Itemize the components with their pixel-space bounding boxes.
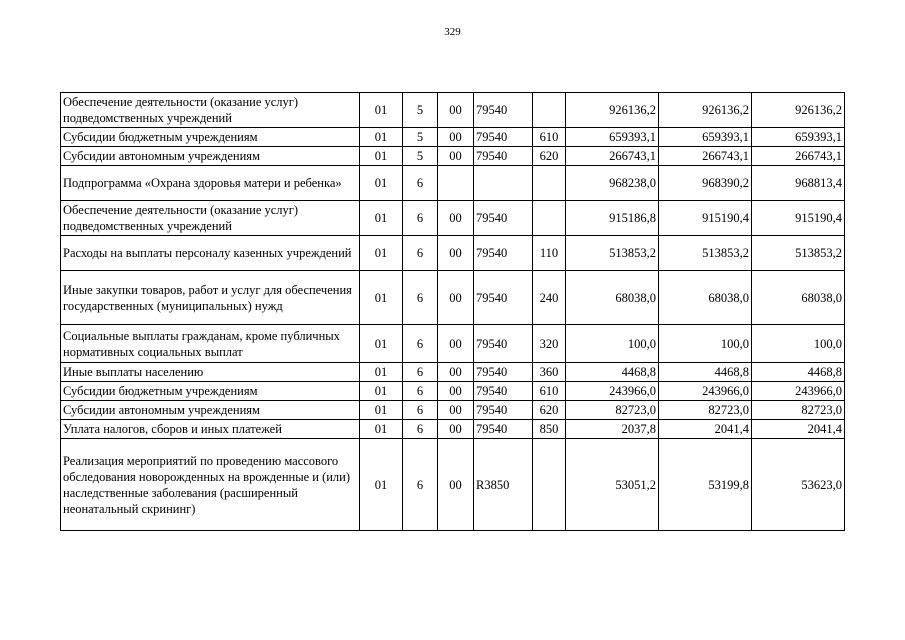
amount-year-3: 243966,0 (752, 382, 845, 401)
table-row (61, 236, 845, 271)
amount-year-1: 659393,1 (566, 128, 659, 147)
target-article-code: 79540 (474, 382, 533, 401)
program-code: 00 (438, 271, 474, 325)
table-row (61, 201, 845, 236)
section-code: 01 (360, 363, 403, 382)
expense-type-code (533, 201, 566, 236)
amount-year-2: 915190,4 (659, 201, 752, 236)
table-row (61, 128, 845, 147)
expense-type-code (533, 93, 566, 128)
amount-year-1: 4468,8 (566, 363, 659, 382)
section-code: 01 (360, 439, 403, 531)
expense-type-code: 110 (533, 236, 566, 271)
row-name: Обеспечение деятельности (оказание услуг) подведомственных учреждений (61, 201, 360, 236)
row-name: Иные закупки товаров, работ и услуг для обеспечения государственных (муниципальных) нужд (61, 271, 360, 325)
row-name: Иные выплаты населению (61, 363, 360, 382)
program-code: 00 (438, 363, 474, 382)
expense-type-code (533, 439, 566, 531)
amount-year-1: 968238,0 (566, 166, 659, 201)
subsection-code: 6 (403, 236, 438, 271)
amount-year-3: 659393,1 (752, 128, 845, 147)
expense-type-code: 620 (533, 401, 566, 420)
row-name: Расходы на выплаты персоналу казенных учреждений (61, 236, 360, 271)
section-code: 01 (360, 325, 403, 363)
amount-year-2: 968390,2 (659, 166, 752, 201)
table-row (61, 271, 845, 325)
expense-type-code: 610 (533, 382, 566, 401)
amount-year-2: 266743,1 (659, 147, 752, 166)
amount-year-1: 915186,8 (566, 201, 659, 236)
section-code: 01 (360, 147, 403, 166)
row-name: Субсидии автономным учреждениям (61, 401, 360, 420)
target-article-code (474, 166, 533, 201)
budget-table (60, 92, 845, 531)
section-code: 01 (360, 166, 403, 201)
table-row (61, 325, 845, 363)
table-row (61, 363, 845, 382)
amount-year-1: 513853,2 (566, 236, 659, 271)
section-code: 01 (360, 128, 403, 147)
amount-year-1: 68038,0 (566, 271, 659, 325)
page-number: 329 (444, 26, 461, 38)
program-code (438, 166, 474, 201)
subsection-code: 6 (403, 401, 438, 420)
program-code: 00 (438, 439, 474, 531)
amount-year-3: 53623,0 (752, 439, 845, 531)
amount-year-2: 659393,1 (659, 128, 752, 147)
amount-year-1: 243966,0 (566, 382, 659, 401)
target-article-code: 79540 (474, 325, 533, 363)
section-code: 01 (360, 401, 403, 420)
amount-year-1: 266743,1 (566, 147, 659, 166)
amount-year-2: 53199,8 (659, 439, 752, 531)
amount-year-3: 68038,0 (752, 271, 845, 325)
row-name: Подпрограмма «Охрана здоровья матери и ребенка» (61, 166, 360, 201)
section-code: 01 (360, 382, 403, 401)
amount-year-3: 926136,2 (752, 93, 845, 128)
program-code: 00 (438, 236, 474, 271)
amount-year-2: 243966,0 (659, 382, 752, 401)
row-name: Уплата налогов, сборов и иных платежей (61, 420, 360, 439)
section-code: 01 (360, 93, 403, 128)
target-article-code: 79540 (474, 201, 533, 236)
subsection-code: 6 (403, 201, 438, 236)
amount-year-3: 82723,0 (752, 401, 845, 420)
subsection-code: 5 (403, 147, 438, 166)
table-row (61, 382, 845, 401)
subsection-code: 6 (403, 325, 438, 363)
amount-year-3: 513853,2 (752, 236, 845, 271)
amount-year-2: 100,0 (659, 325, 752, 363)
amount-year-1: 2037,8 (566, 420, 659, 439)
amount-year-3: 100,0 (752, 325, 845, 363)
table-row (61, 166, 845, 201)
expense-type-code (533, 166, 566, 201)
row-name: Субсидии автономным учреждениям (61, 147, 360, 166)
amount-year-3: 266743,1 (752, 147, 845, 166)
expense-type-code: 240 (533, 271, 566, 325)
section-code: 01 (360, 420, 403, 439)
amount-year-3: 2041,4 (752, 420, 845, 439)
target-article-code: 79540 (474, 401, 533, 420)
expense-type-code: 610 (533, 128, 566, 147)
expense-type-code: 320 (533, 325, 566, 363)
program-code: 00 (438, 128, 474, 147)
subsection-code: 5 (403, 93, 438, 128)
amount-year-1: 53051,2 (566, 439, 659, 531)
row-name: Субсидии бюджетным учреждениям (61, 382, 360, 401)
subsection-code: 6 (403, 363, 438, 382)
table-row (61, 147, 845, 166)
program-code: 00 (438, 93, 474, 128)
program-code: 00 (438, 420, 474, 439)
table-row (61, 401, 845, 420)
table-row (61, 420, 845, 439)
amount-year-2: 4468,8 (659, 363, 752, 382)
target-article-code: 79540 (474, 236, 533, 271)
amount-year-3: 968813,4 (752, 166, 845, 201)
subsection-code: 6 (403, 420, 438, 439)
amount-year-3: 915190,4 (752, 201, 845, 236)
target-article-code: 79540 (474, 147, 533, 166)
target-article-code: 79540 (474, 420, 533, 439)
amount-year-2: 926136,2 (659, 93, 752, 128)
program-code: 00 (438, 401, 474, 420)
row-name: Субсидии бюджетным учреждениям (61, 128, 360, 147)
row-name: Социальные выплаты гражданам, кроме публичных нормативных социальных выплат (61, 325, 360, 363)
program-code: 00 (438, 147, 474, 166)
section-code: 01 (360, 271, 403, 325)
subsection-code: 5 (403, 128, 438, 147)
amount-year-2: 2041,4 (659, 420, 752, 439)
subsection-code: 6 (403, 439, 438, 531)
section-code: 01 (360, 236, 403, 271)
amount-year-2: 68038,0 (659, 271, 752, 325)
amount-year-1: 82723,0 (566, 401, 659, 420)
expense-type-code: 360 (533, 363, 566, 382)
amount-year-1: 100,0 (566, 325, 659, 363)
row-name: Обеспечение деятельности (оказание услуг) подведомственных учреждений (61, 93, 360, 128)
target-article-code: 79540 (474, 128, 533, 147)
target-article-code: R3850 (474, 439, 533, 531)
subsection-code: 6 (403, 271, 438, 325)
expense-type-code: 850 (533, 420, 566, 439)
program-code: 00 (438, 325, 474, 363)
amount-year-3: 4468,8 (752, 363, 845, 382)
program-code: 00 (438, 382, 474, 401)
amount-year-2: 513853,2 (659, 236, 752, 271)
subsection-code: 6 (403, 382, 438, 401)
subsection-code: 6 (403, 166, 438, 201)
section-code: 01 (360, 201, 403, 236)
row-name: Реализация мероприятий по проведению массового обследования новорожденных на врожденные и (или) наследственные заболевания (расширенный неонатальный скрининг) (61, 439, 360, 531)
target-article-code: 79540 (474, 363, 533, 382)
target-article-code: 79540 (474, 271, 533, 325)
amount-year-2: 82723,0 (659, 401, 752, 420)
program-code: 00 (438, 201, 474, 236)
table-row (61, 439, 845, 531)
target-article-code: 79540 (474, 93, 533, 128)
expense-type-code: 620 (533, 147, 566, 166)
amount-year-1: 926136,2 (566, 93, 659, 128)
table-row (61, 93, 845, 128)
